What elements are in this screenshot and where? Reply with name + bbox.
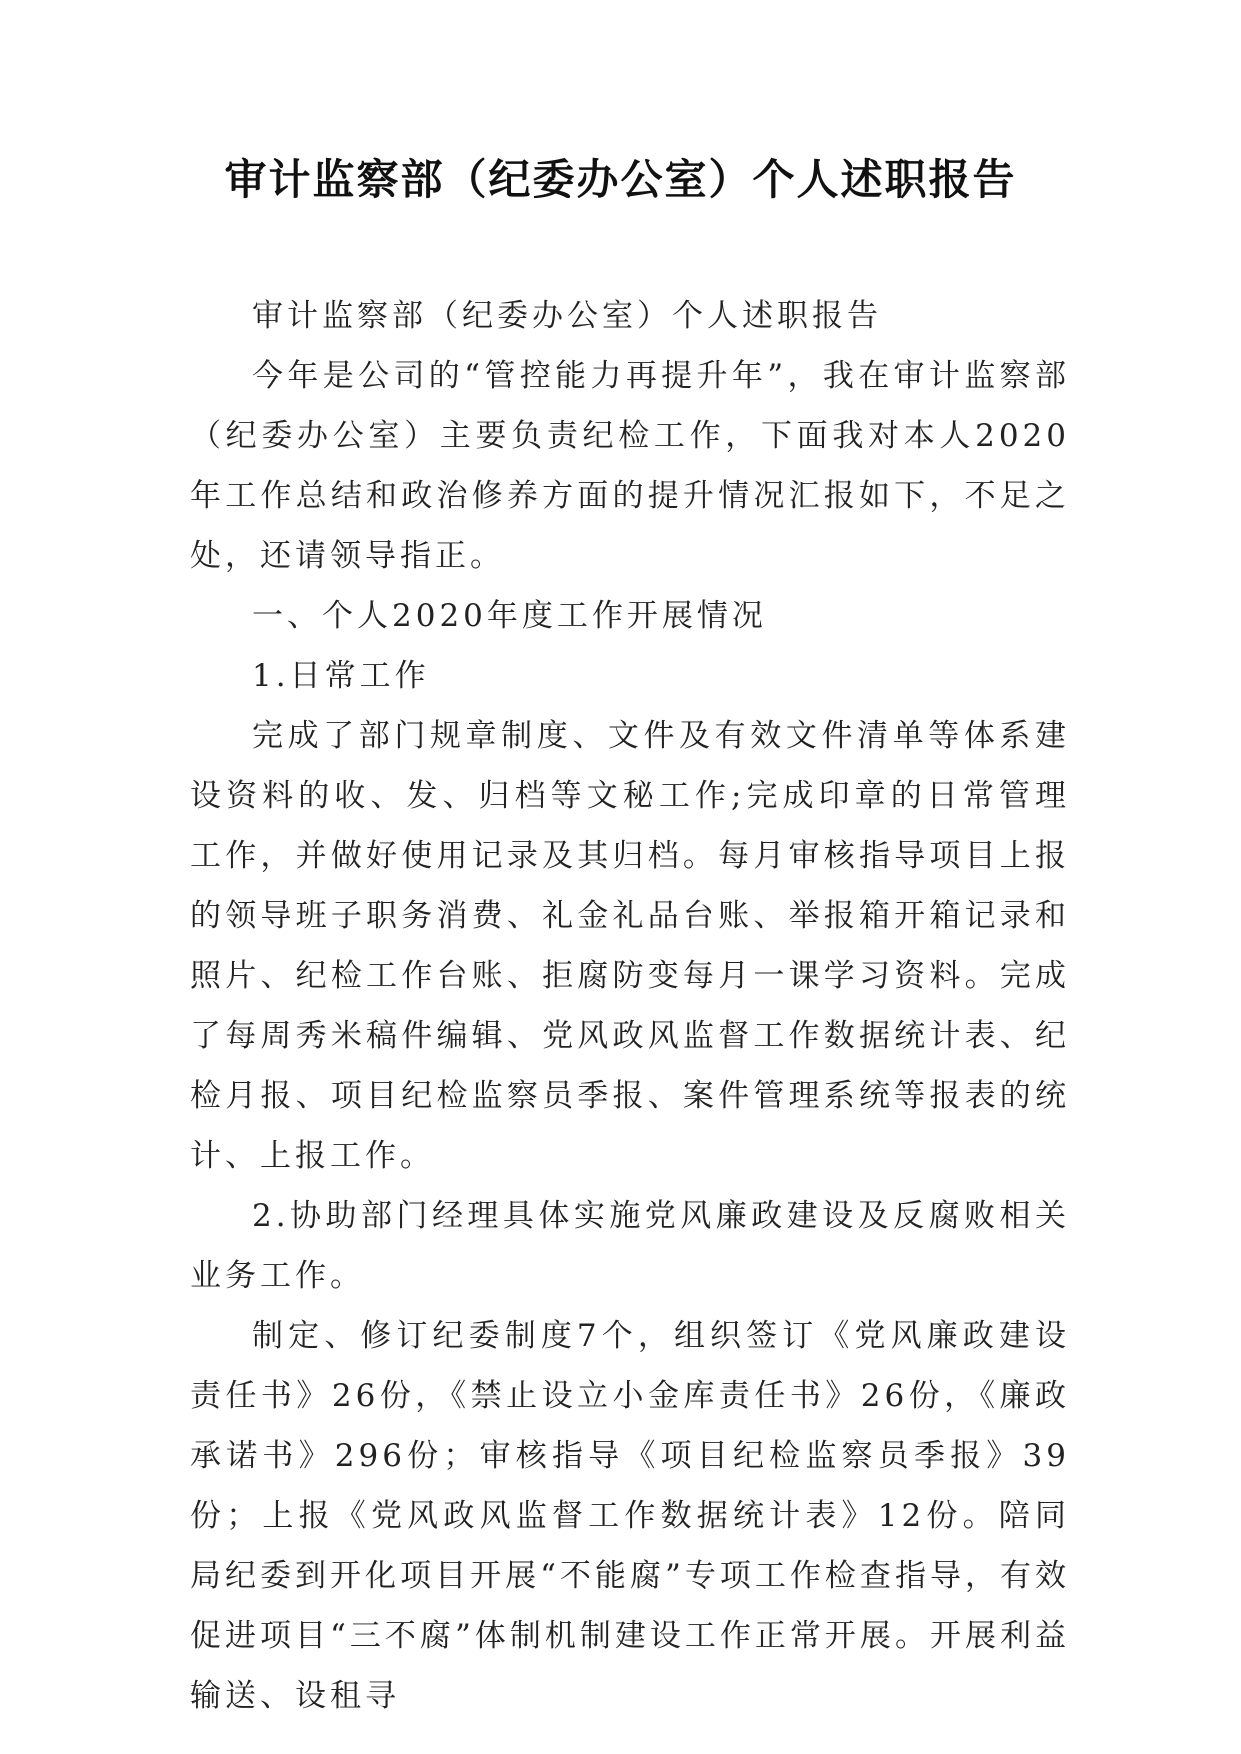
paragraph-intro: 今年是公司的“管控能力再提升年”，我在审计监察部（纪委办公室）主要负责纪检工作，下面我对本人2020年工作总结和政治修养方面的提升情况汇报如下，不足之处，还请领导指正。: [190, 358, 1070, 574]
document-title: 审计监察部（纪委办公室）个人述职报告: [224, 155, 1017, 204]
subsection-heading-2: 2.协助部门经理具体实施党风廉政建设及反腐败相关业务工作。: [190, 1198, 1070, 1294]
paragraph-anticorruption-work: 制定、修订纪委制度7个，组织签订《党风廉政建设责任书》26份，《禁止设立小金库责任书》26份，《廉政承诺书》296份；审核指导《项目纪检监察员季报》39份；上报《党风政风监督工作数据统计表》12份。陪同局纪委到开化项目开展“不能腐”专项工作检查指导，有效促进项目“三不腐”体制机制建设工作正常开展。开展利益输送、设租寻: [190, 1318, 1070, 1714]
paragraph-daily-work: 完成了部门规章制度、文件及有效文件清单等体系建设资料的收、发、归档等文秘工作;完成印章的日常管理工作，并做好使用记录及其归档。每月审核指导项目上报的领导班子职务消费、礼金礼品台账、举报箱开箱记录和照片、纪检工作台账、拒腐防变每月一课学习资料。完成了每周秀米稿件编辑、党风政风监督工作数据统计表、纪检月报、项目纪检监察员季报、案件管理系统等报表的统计、上报工作。: [190, 718, 1070, 1174]
document-body: [190, 286, 1070, 1726]
section-heading-1: 一、个人2020年度工作开展情况: [252, 598, 767, 634]
subsection-heading-1: 1.日常工作: [252, 658, 430, 694]
paragraph-subtitle: 审计监察部（纪委办公室）个人述职报告: [252, 298, 882, 334]
